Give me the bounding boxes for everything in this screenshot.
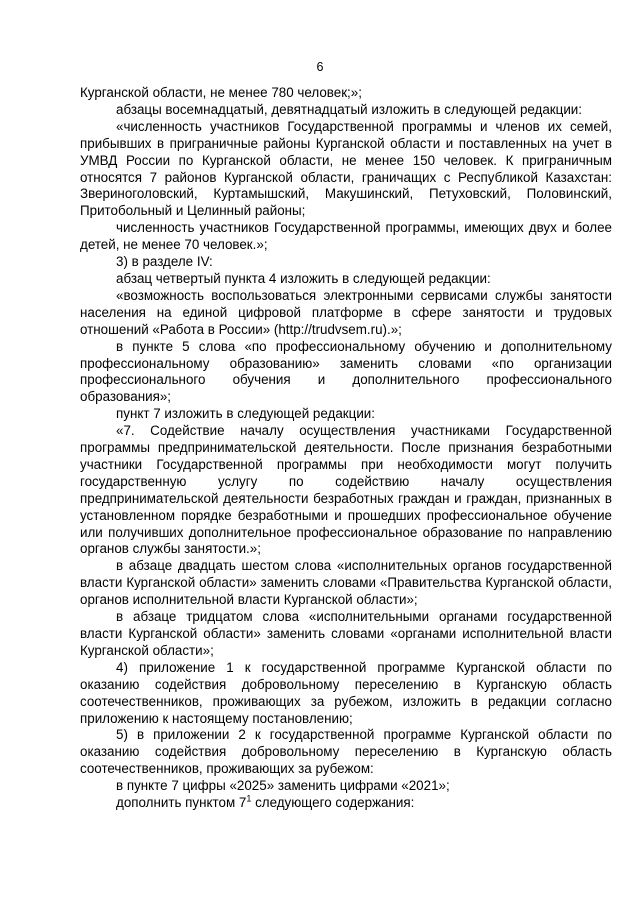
paragraph-16: [80, 795, 612, 812]
page-number: 6: [316, 60, 324, 74]
paragraph-10: «7. Содействие началу осуществления участниками Государственной программы предпринимательской деятельности. После признания безработными участники Государственной программы при необходимости могут получить государственную услугу по содействию началу осуществления предпринимательской деятельности безработных граждан и граждан, признанных в установленном порядке безработными и прошедших профессиональное обучение или получивших дополнительное профессиональное образование по направлению органов службы занятости.»;: [80, 423, 612, 557]
paragraph-11: в абзаце двадцать шестом слова «исполнительных органов государственной власти Курганской области» заменить словами «Правительства Курганской области, органов исполнительной власти Курганской области»;: [80, 558, 612, 608]
paragraph-13: 4) приложение 1 к государственной программе Курганской области по оказанию содействия добровольному переселению в Курганскую область соотечественников, проживающих за рубежом, изложить в редакции согласно приложению к настоящему постановлению;: [80, 659, 612, 726]
paragraph-2: абзацы восемнадцатый, девятнадцатый изложить в следующей редакции:: [116, 101, 583, 117]
paragraph-8: в пункте 5 слова «по профессиональному обучению и дополнительному профессиональному образованию» заменить словами «по организации профессионального обучения и дополнительного профессионального образования»;: [80, 338, 612, 405]
paragraph-4: численность участников Государственной программы, имеющих двух и более детей, не менее 70 человек.»;: [80, 220, 612, 253]
paragraph-3: «численность участников Государственной программы и членов их семей, прибывших в приграничные районы Курганской области и поставленных на учет в УМВД России по Курганской области, не менее 150 человек. К приграничным относятся 7 районов Курганской области, граничащих с Республикой Казахстан: Звериноголовский, Куртамышский, Макушинский, Петуховский, Половинский, Притобольный и Целинный районы;: [80, 118, 612, 219]
paragraph-15: в пункте 7 цифры «2025» заменить цифрами «2021»;: [116, 778, 450, 794]
paragraph-16-before: дополнить пунктом 7: [116, 795, 247, 811]
paragraph-12: в абзаце тридцатом слова «исполнительными органами государственной власти Курганской области» заменить словами «органами исполнительной власти Курганской области»;: [80, 609, 612, 658]
document-body: [80, 85, 612, 812]
paragraph-1: Курганской области, не менее 780 человек;»;: [80, 85, 362, 100]
paragraph-16-after: следующего содержания:: [251, 795, 415, 811]
paragraph-14: 5) в приложении 2 к государственной программе Курганской области по оказанию содействия добровольному переселению в Курганскую область соотечественников, проживающих за рубежом:: [80, 727, 612, 777]
paragraph-16-superscript: 1: [246, 793, 252, 804]
paragraph-7: «возможность воспользоваться электронными сервисами службы занятости населения на единой цифровой платформе в сфере занятости и трудовых отношений «Работа в России» (http://trudvsem.ru).»;: [80, 287, 612, 337]
paragraph-6: абзац четвертый пункта 4 изложить в следующей редакции:: [116, 270, 491, 286]
paragraph-5: 3) в разделе IV:: [116, 254, 213, 270]
paragraph-9: пункт 7 изложить в следующей редакции:: [116, 406, 375, 422]
